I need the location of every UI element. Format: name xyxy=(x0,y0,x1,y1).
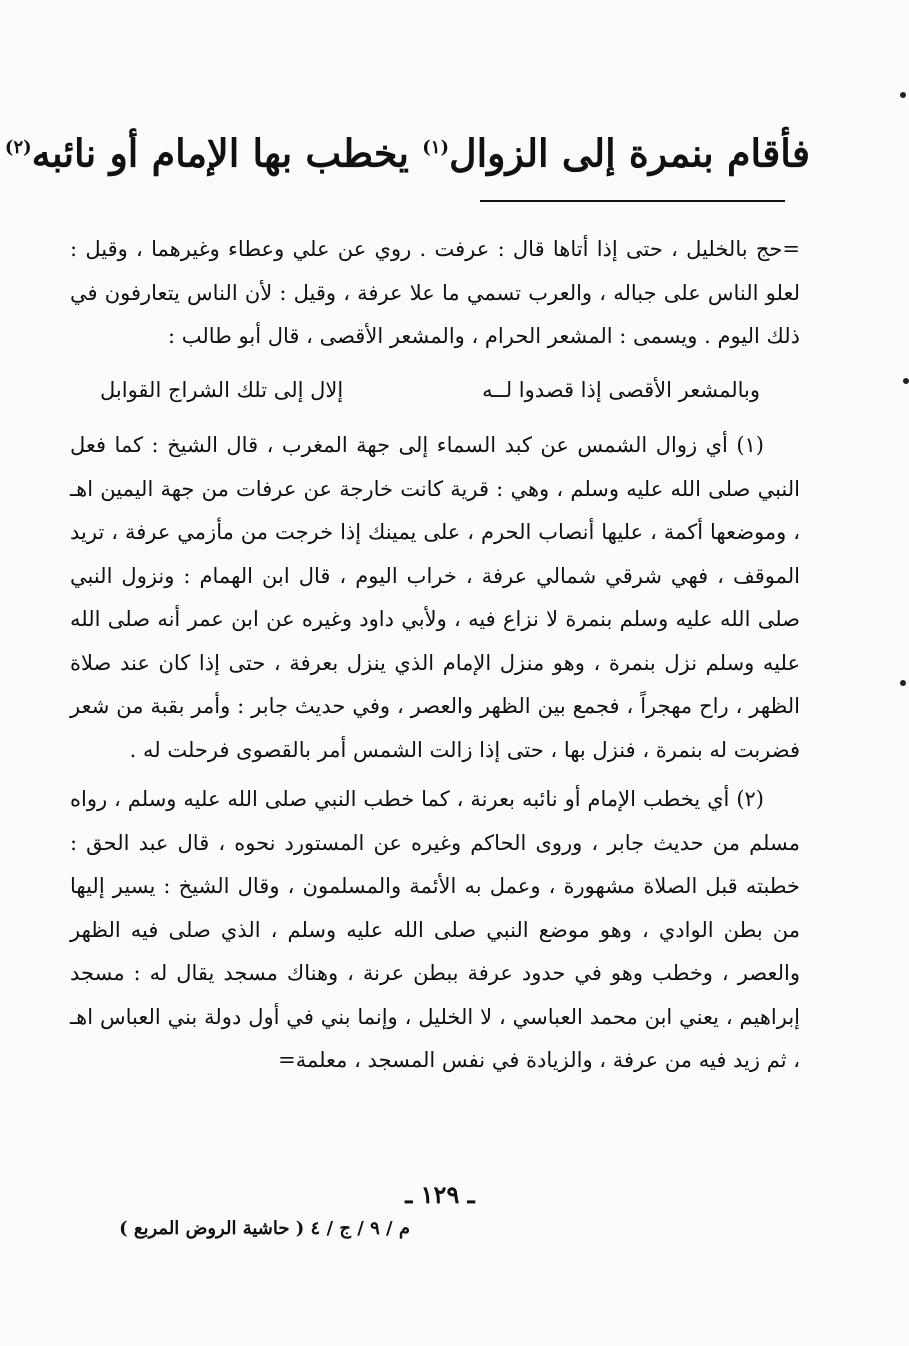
footnote-ref-2[interactable]: (٢) xyxy=(4,137,32,158)
main-text-line xyxy=(4,118,810,184)
main-text-part2: يخطب بها الإمام أو نائبه xyxy=(31,130,409,176)
signature-mark: م / ٩ / ج / ٤ ( حاشية الروض المربع ) xyxy=(119,1218,410,1239)
continued-footnote: =حج بالخليل ، حتى إذا أتاها قال : عرفت . روي عن علي وعطاء وغيرهما ، وقيل : لعلو الناس على جباله ، والعرب تسمي ما علا عرفة ، وقيل : لأن الناس يتعارفون في ذلك اليوم . ويسمى : المشعر الحرام ، والمشعر الأقصى ، قال أبو طالب : xyxy=(70,237,800,348)
page-number: ـ ١٢٩ ـ xyxy=(405,1180,475,1209)
footnote-1: (١) أي زوال الشمس عن كبد السماء إلى جهة المغرب ، قال الشيخ : كما فعل النبي صلى الله عليه وسلم ، وهي : قرية كانت خارجة عن عرفات من جهة اليمين اهـ ، وموضعها أكمة ، عليها أنصاب الحرم ، على يمينك إذا خرجت من مأزمي عرفة ، تريد الموقف ، فهي شرقي شمالي عرفة ، خراب اليوم ، قال ابن الهمام : ونزول النبي صلى الله عليه وسلم بنمرة لا نزاع فيه ، ولأبي داود وغيره عن ابن عمر أنه صلى الله عليه وسلم نزل بنمرة ، وهو منزل الإمام الذي ينزل بعرفة ، حتى إذا كان عند صلاة الظهر ، راح مهجراً ، فجمع بين الظهر والعصر ، وفي حديث جابر : وأمر بقبة من شعر فضربت له بنمرة ، فنزل بها ، حتى إذا زالت الشمس أمر بالقصوى فرحلت له . xyxy=(70,433,800,762)
main-text-part1: فأقام بنمرة إلى الزوال xyxy=(448,130,810,176)
footnotes-area xyxy=(70,228,800,1083)
verse-first-hemistich: وبالمشعر الأقصى إذا قصدوا لــه xyxy=(482,377,760,402)
footnote-ref-1[interactable]: (١) xyxy=(422,137,449,158)
verse-second-hemistich: إلال إلى تلك الشراج القوابل xyxy=(100,377,344,402)
poetry-verse xyxy=(70,369,800,413)
footnote-separator xyxy=(480,200,785,202)
margin-dot xyxy=(900,92,906,98)
margin-dot xyxy=(903,378,909,384)
margin-dot xyxy=(900,680,906,686)
footnote-2: (٢) أي يخطب الإمام أو نائبه بعرنة ، كما خطب النبي صلى الله عليه وسلم ، رواه مسلم من حديث جابر ، وروى الحاكم وغيره عن المستورد نحوه ، قال عبد الحق : خطبته قبل الصلاة مشهورة ، وعمل به الأئمة والمسلمون ، وقال الشيخ : يسير إليها من بطن الوادي ، وهو موضع النبي صلى الله عليه وسلم ، الذي صلى فيه الظهر والعصر ، وخطب وهو في حدود عرفة ببطن عرنة ، وهناك مسجد يقال له : مسجد إبراهيم ، يعني ابن محمد العباسي ، لا الخليل ، وإنما بني في أول دولة بني العباس اهـ ، ثم زيد فيه من عرفة ، والزيادة في نفس المسجد ، معلمة= xyxy=(70,787,800,1072)
